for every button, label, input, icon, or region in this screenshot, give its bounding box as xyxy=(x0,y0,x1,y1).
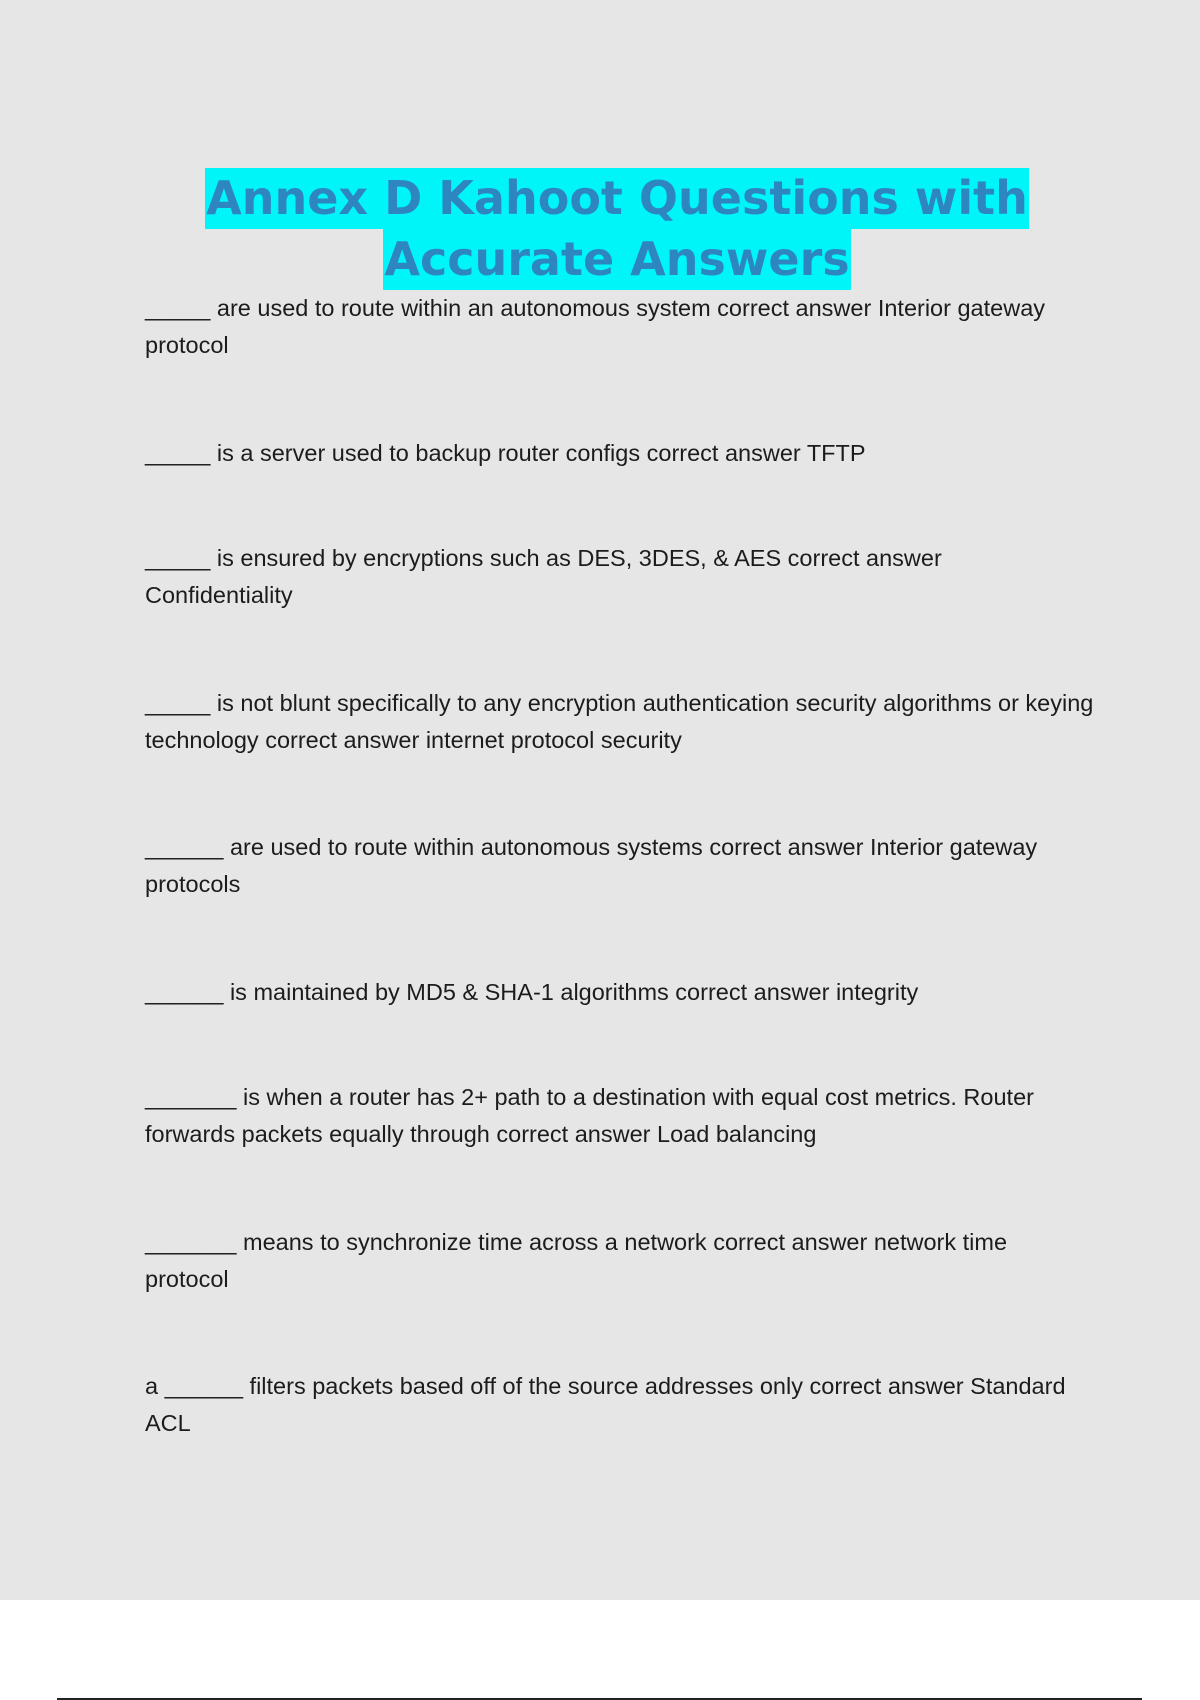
qa-item-6: ______ is maintained by MD5 & SHA-1 algorithms correct answer integrity xyxy=(145,979,919,1005)
qa-item-7: _______ is when a router has 2+ path to a destination with equal cost metrics. Router forwards packets equally through correct answer Load balancing xyxy=(145,1084,1034,1147)
qa-item-2: _____ is a server used to backup router configs correct answer TFTP xyxy=(145,440,866,466)
qa-item-3: _____ is ensured by encryptions such as DES, 3DES, & AES correct answer Confidentiality xyxy=(145,545,942,608)
qa-item-5: ______ are used to route within autonomous systems correct answer Interior gateway protocols xyxy=(145,834,1038,897)
qa-item-1: _____ are used to route within an autonomous system correct answer Interior gateway protocol xyxy=(145,295,1046,358)
title-line-1: Annex D Kahoot Questions with xyxy=(205,168,1029,229)
document-title xyxy=(0,168,1200,290)
title-line-2: Accurate Answers xyxy=(383,229,850,290)
qa-item-4: _____ is not blunt specifically to any encryption authentication security algorithms or keying technology correct answer internet protocol security xyxy=(145,690,1094,753)
qa-item-9: a ______ filters packets based off of the source addresses only correct answer Standard ACL xyxy=(145,1373,1066,1436)
qa-item-8: _______ means to synchronize time across a network correct answer network time protocol xyxy=(145,1229,1008,1292)
